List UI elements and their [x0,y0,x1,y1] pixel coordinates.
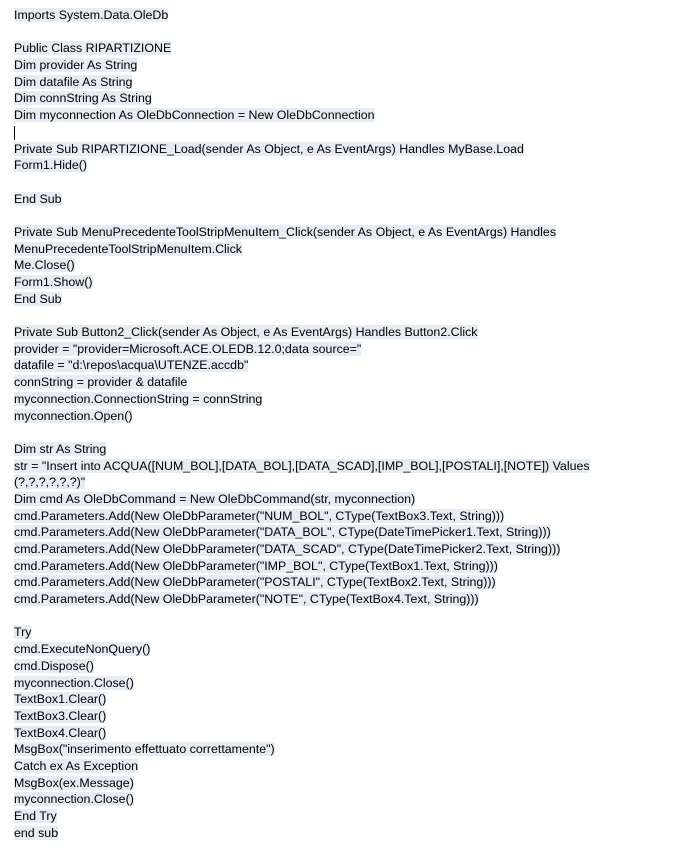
code-line [14,608,684,625]
code-line-text: myconnection.Open() [14,408,133,423]
code-line-text: provider = "provider=Microsoft.ACE.OLEDB.12.0;data source=" [14,341,362,356]
code-line [14,90,684,107]
code-line-text: str = "Insert into ACQUA([NUM_BOL],[DATA_BOL],[DATA_SCAD],[IMP_BOL],[POSTALI],[NOTE]) Values [14,458,590,473]
code-line [14,157,684,174]
code-line-text: Catch ex As Exception [14,758,138,773]
code-line [14,241,684,258]
code-line [14,341,684,358]
code-line-text: Dim connString As String [14,91,152,106]
code-line [14,491,684,508]
code-line [14,675,684,692]
code-line [14,57,684,74]
code-line [14,141,684,158]
code-line-text: Public Class RIPARTIZIONE [14,41,172,56]
code-line-text: End Sub [14,291,62,306]
code-line [14,224,684,241]
code-line-text: cmd.Parameters.Add(New OleDbParameter("NUM_BOL", CType(TextBox3.Text, String))) [14,508,505,523]
code-line-text: Private Sub Button2_Click(sender As Object, e As EventArgs) Handles Button2.Click [14,325,478,340]
code-line-text: myconnection.Close() [14,792,134,807]
code-line [14,624,684,641]
code-line-text: cmd.Parameters.Add(New OleDbParameter("NOTE", CType(TextBox4.Text, String))) [14,592,479,607]
code-line-text: cmd.Dispose() [14,658,94,673]
code-line-text: MenuPrecedenteToolStripMenuItem.Click [14,241,242,256]
code-line-text: End Try [14,809,57,823]
code-line-text: MsgBox("inserimento effettuato correttamente") [14,742,275,757]
code-line [14,725,684,742]
code-line [14,40,684,57]
code-line [14,408,684,425]
code-line [14,374,684,391]
code-line [14,541,684,558]
code-line-text: Private Sub RIPARTIZIONE_Load(sender As Object, e As EventArgs) Handles MyBase.Load [14,141,524,156]
code-line [14,324,684,341]
code-line-text: end sub [14,825,59,840]
code-line-text: End Sub [14,191,62,206]
code-line-text: datafile = "d:\repos\acqua\UTENZE.accdb" [14,358,249,373]
code-line [14,207,684,224]
code-line [14,357,684,374]
code-line [14,441,684,458]
code-line [14,191,684,208]
code-line [14,458,684,475]
code-line-text: TextBox1.Clear() [14,692,107,707]
code-line [14,825,684,842]
code-line [14,74,684,91]
code-line [14,474,684,491]
code-line [14,758,684,775]
code-line-text: Me.Close() [14,258,75,273]
code-line [14,274,684,291]
code-line-text: Dim myconnection As OleDbConnection = New OleDbConnection [14,108,375,123]
code-line [14,107,684,124]
code-line-text: Try [14,625,32,640]
code-line [14,391,684,408]
code-line-text: Dim cmd As OleDbCommand = New OleDbCommand(str, myconnection) [14,491,416,506]
code-line-text: Dim str As String [14,441,107,456]
code-line-text: cmd.Parameters.Add(New OleDbParameter("POSTALI", CType(TextBox2.Text, String))) [14,575,496,590]
code-line [14,7,684,24]
code-line [14,691,684,708]
code-line-text: cmd.Parameters.Add(New OleDbParameter("IMP_BOL", CType(TextBox1.Text, String))) [14,558,498,573]
code-line-text: Form1.Hide() [14,158,87,173]
code-line-text: connString = provider & datafile [14,375,188,390]
code-line [14,424,684,441]
code-document[interactable] [14,7,684,841]
code-line [14,257,684,274]
code-line-text: cmd.Parameters.Add(New OleDbParameter("DATA_SCAD", CType(DateTimePicker2.Text, String))) [14,542,561,556]
code-line-text: cmd.ExecuteNonQuery() [14,642,151,657]
code-line-text: myconnection.ConnectionString = connString [14,391,263,406]
code-line [14,291,684,308]
code-line-text: Private Sub MenuPrecedenteToolStripMenuItem_Click(sender As Object, e As EventArgs) Handles [14,224,557,239]
code-line [14,775,684,792]
code-line [14,808,684,825]
code-line [14,24,684,41]
code-line [14,524,684,541]
code-line-text: Dim datafile As String [14,74,133,89]
code-line [14,508,684,525]
code-line [14,641,684,658]
code-line [14,658,684,675]
code-line-text: (?,?,?,?,?,?)" [14,475,86,490]
code-line-text: TextBox3.Clear() [14,708,107,723]
code-line [14,791,684,808]
code-line-text: myconnection.Close() [14,675,134,690]
code-line-text: cmd.Parameters.Add(New OleDbParameter("DATA_BOL", CType(DateTimePicker1.Text, String))) [14,525,551,540]
code-line [14,307,684,324]
code-line-text: TextBox4.Clear() [14,725,107,740]
code-line [14,708,684,725]
code-line-text: Form1.Show() [14,275,93,289]
code-line-text: Imports System.Data.OleDb [14,8,169,22]
code-line [14,174,684,191]
code-line [14,741,684,758]
code-line [14,124,684,141]
code-line-text: Dim provider As String [14,58,138,73]
code-line [14,591,684,608]
text-cursor [14,126,15,140]
code-line [14,558,684,575]
code-line [14,574,684,591]
code-line-text: MsgBox(ex.Message) [14,775,134,790]
